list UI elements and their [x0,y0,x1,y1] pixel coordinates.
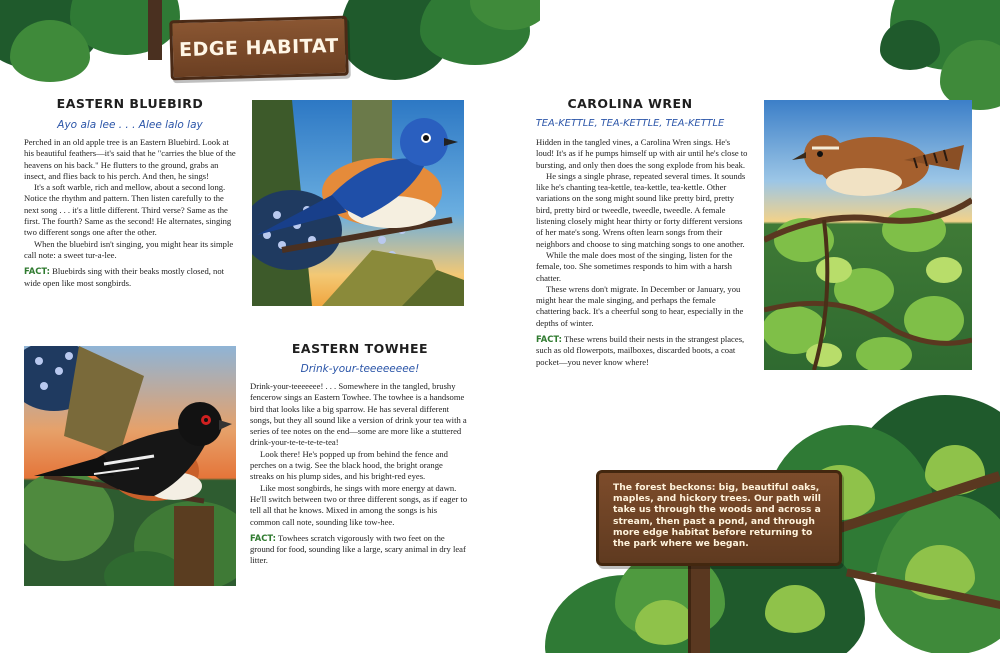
wren-paragraph: These wrens don't migrate. In December or January, you might hear the male singing, and perhaps the female chattering back. It's a cheerful song to hear, especially in the depths of winter. [536,283,744,328]
bluebird-paragraph: When the bluebird isn't singing, you might hear its simple call note: a sweet tur-a-lee. [24,238,234,260]
towhee-paragraph: Like most songbirds, he sings with more energy at dawn. He'll switch between two or three different songs, as if eager to tell all that he knows. Mixed in among the songs is his common call note, sounding like tow-hee. [250,482,468,527]
bluebird-song: Ayo ala lee . . . Alee lalo lay [57,119,203,131]
fact-text: Bluebirds sing with their beaks mostly closed, not wide open like most songbirds. [24,266,225,288]
sign-post [688,563,710,653]
wren-fact [536,334,748,368]
section-title: EDGE HABITAT [178,34,340,62]
bluebird-text [24,137,238,289]
wren-song: TEA-KETTLE, TEA-KETTLE, TEA-KETTLE [535,118,725,129]
bluebird-paragraph: Perched in an old apple tree is an Eastern Bluebird. Look at his beautiful feathers—it's said that he "carries the blue of the heavens on his back." He flutters to the ground, grabs an insect, and flies back to his perch. And then, he sings! [24,137,236,181]
fact-label: FACT: [250,532,276,543]
towhee-illustration [24,346,236,586]
fact-label: FACT: [536,334,562,345]
fact-text: Towhees scratch vigorously with two feet on the ground for food, sounding like a large, scary animal in dry leaf litter. [250,532,466,566]
wren-paragraph: While the male does most of the singing, listen for the female, too. She sometimes responds to him with a harsh chatter. [536,249,733,283]
forest-sign [596,470,842,566]
fact-text: These wrens build their nests in the strangest places, such as old flowerpots, mailboxes, discarded boots, a coat pocket—you never know where! [536,334,745,367]
wren-text [536,137,748,368]
wren-paragraph: Hidden in the tangled vines, a Carolina Wren sings. He's loud! It's as if he pumps himself up with air until he's close to bursting, and only then does the song explode from his beak. [536,137,748,170]
section-title-sign [169,16,349,81]
bluebird-paragraph: It's a soft warble, rich and mellow, about a second long. Notice the rhythm and pattern. Then listen carefully to the next song . . . it's a little different. Third verse? Same as the first. The fourth? Same as the second! He alternates, singing two different songs one after the other. [24,182,232,238]
wren-paragraph: He sings a single phrase, repeated several times. It sounds like he's chanting tea-kettle, tea-kettle, tea-kettle. Other variations on the song might sound like pretty bird, pretty bird, pretty bird or tweedle, tweedle, tweedle. A female listening closely might hear thirty or forty different versions of her mate's song. Wrens often learn songs from their neighbors and choose to sing matching songs to one another. [536,170,746,249]
bluebird-illustration [252,100,464,306]
foliage-top-right [880,0,1000,110]
towhee-title: EASTERN TOWHEE [291,341,429,356]
wren-title: CAROLINA WREN [567,96,693,111]
fact-label: FACT: [24,266,50,277]
towhee-text [250,381,468,567]
towhee-paragraph: Drink-your-teeeeeee! . . . Somewhere in the tangled, brushy fencerow sings an Eastern Towhee. The towhee is a handsome bird that looks like a big sparrow. He has several different songs, but they all sound like a version of drink your tea with a series of tee notes on the end—some are more like a stuttered drink-your-te-te-te-te-tea! [250,381,467,448]
towhee-song: Drink-your-teeeeeeee! [300,363,420,375]
towhee-paragraph: Look there! He's popped up from behind the fence and perches on a twig. See the black hood, the bright orange streaks on his plump sides, and his bright-red eyes. [250,448,448,482]
bluebird-title: EASTERN BLUEBIRD [56,96,204,111]
bluebird-fact [24,266,238,289]
wren-illustration [764,100,972,370]
forest-sign-text: The forest beckons: big, beautiful oaks, maples, and hickory trees. Our path will take us through the woods and across a stream, then past a pond, and through more edge habitat before returning to the park where we began. [613,482,821,550]
towhee-fact [250,533,468,567]
